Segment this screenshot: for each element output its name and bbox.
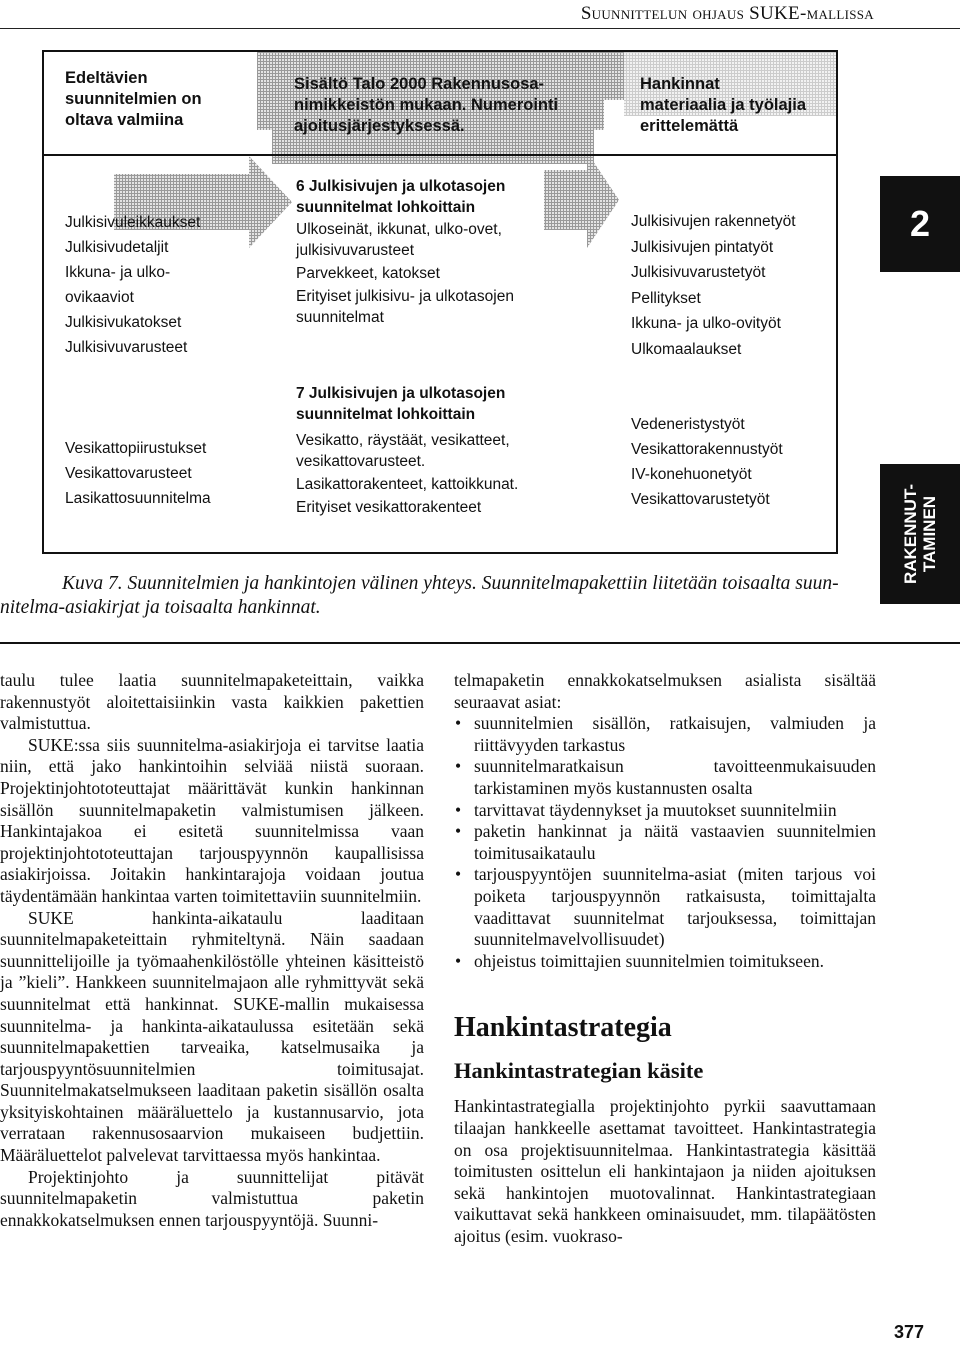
row7-right-cell: Vedeneristystyöt Vesikattorakennustyöt IV-konehuonetyöt Vesikattovarustetyöt [631,416,783,508]
paragraph: SUKE:ssa siis suunnitelma-asiakirjoja ei tarvitse laatia niin, että jako hankintoihin selviää niistä suoraan. Projektinjohtototeuttajat määrittävät kunkin hankinnan sisällön suunnitelmapaketin valmistumisen jälkeen. Hankintajakoa ei esitetä suunnitelmissa vaan projektinjohtototeuttajan tarjouspyynnön kaupallisissa asiakirjoissa. Joitakin hankintarajoja voidaan joutua täydentämään hankintaa varten toimitettaviin suunnitelmiin. [0,734,424,906]
section-heading: Hankintastrategia [454,1012,672,1044]
figure-caption: Kuva 7. Suunnitelmien ja hankintojen välinen yhteys. Suunnitelmapakettiin liitetään toisaalta suun- nitelma-asiakirjat ja toisaalta hankinnat. [0,573,839,618]
figure-divider-top [44,154,836,156]
paragraph: SUKE hankinta-aikataulu laaditaan suunnitelmapaketeittain ryhmiteltynä. Näin saadaan suunnittelijoille ja työmaahenkilöstölle yhteinen käsitteistö ja ”kieli”. Hankkeen suunnitelmajaon alle ryhmittyvät sekä suunnitelmat että hankinnat. SUKE-mallin mukaisessa suunnitelma- ja hankinta-aikataulussa esitetään sekä suunnitelmapakettien tarveaika, katselmusaika ja tarjouspyyntösuunnitelmien toimitusajat. Suunnitelmakatselmukseen laaditaan paketin sisällön osalta yksityiskohtainen määräluettelo ja kustannusarvio, jota verrataan rakennusosaarvion mukaiseen budjettiin. Määräluettelot palvelevat tarvittaessa myös hankintaa. [0,907,424,1166]
body-column-right [454,670,876,1247]
chapter-label-tab [880,464,960,604]
list-item: • tarjouspyyntöjen suunnitelma-asiat (miten tarjous voi poiketa tarjouspyynnön ratkaisusta, toimittajalta vaadittavat suunnitelmat tarjouksessa, toimittajan suunnitelmavelvollisuudet) [474,864,876,950]
figure-divider-bottom [44,362,836,363]
list-item: • suunnitelmien sisällön, ratkaisujen, valmiuden ja riittävyyden tarkastus [474,713,876,756]
header-left-cell: Edeltävien suunnitelmien on oltava valmiina [65,69,202,129]
header-right-cell: Hankinnat materiaalia ja työlajia erittelemättä [640,75,807,135]
row6-middle-cell: 6 Julkisivujen ja ulkotasojen suunnitelmat lohkoittain Ulkoseinät, ikkunat, ulko-ovet, julkisivuvarusteet Parvekkeet, katokset Erityiset julkisivu- ja ulkotasojen suunnitelmat [296,176,596,329]
row6-left-cell: Julkisivuleikkaukset Julkisivudetaljit Ikkuna- ja ulko- ovikaaviot Julkisivukatokset Julkisivuvarusteet [65,214,201,356]
running-header [0,0,960,29]
row6-title: 6 Julkisivujen ja ulkotasojen [296,178,506,195]
row7-title: 7 Julkisivujen ja ulkotasojen [296,385,506,402]
paragraph: Hankintastrategialla projektinjohto pyrkii saavuttamaan tilaajan hankkeelle asettamat tavoitteet. Hankintastrategia on osa projektisuunnitelmaa. Hankintastrategia käsittää toimitusten osittelun eli hankintajaon ja niiden ajoituksen sekä hankintojen muotovalinnat. Hankintastrategiaan vaikuttavat sekä hankkeen ominaisuudet, mm. tilapäätösten ajoitus (esim. vuokraso- [454,1096,876,1246]
row6-right-cell: Julkisivujen rakennetyöt Julkisivujen pintatyöt Julkisivuvarustetyöt Pellitykset Ikkuna- ja ulko-ovityöt Ulkomaalaukset [631,213,796,358]
subsection-heading: Hankintastrategian käsite [454,1058,704,1084]
list-item: • tarvittavat täydennykset ja muutokset suunnitelmiin [474,800,876,822]
page-number: 377 [894,1322,925,1342]
list-item: • suunnitelmaratkaisun tavoitteenmukaisuuden tarkistaminen myös kustannusten osalta [474,756,876,799]
paragraph: taulu tulee laatia suunnitelmapaketeittain, vaikka rakennustyöt aloitettaisiinkin vasta kaikkien pakettien valmistuttua. [0,670,424,734]
paragraph: Projektinjohto ja suunnittelijat pitävät suunnitelmapaketin valmistuttua paketin ennakkokatselmuksen ennen tarjouspyyntöjä. Suunni- [0,1166,424,1230]
body-column-left [0,670,424,1231]
row7-left-cell: Vesikattopiirustukset Vesikattovarusteet Lasikattosuunnitelma [65,440,211,507]
running-header-title: Suunnittelun ohjaus SUKE-mallissa [580,3,874,24]
chapter-number-tab: 2 [880,176,960,272]
list-item: • paketin hankinnat ja näitä vastaavien suunnitelmien toimitusaikataulu [474,821,876,864]
agenda-list [454,713,876,972]
figure-plan-procurement [42,50,838,554]
list-item: • ohjeistus toimittajien suunnitelmien toimitukseen. [474,951,876,973]
section-divider [0,642,960,644]
paragraph: telmapaketin ennakkokatselmuksen asialista sisältää seuraavat asiat: [454,670,876,712]
row7-middle-cell: 7 Julkisivujen ja ulkotasojen suunnitelmat lohkoittain Vesikatto, räystäät, vesikatteet, vesikattovarusteet. Lasikattorakenteet, kattoikkunat. Erityiset vesikattorakenteet [296,383,596,519]
chapter-label-text: RAKENNUT- TAMINEN [901,483,939,585]
header-middle-cell: Sisältö Talo 2000 Rakennusosa- nimikkeistön mukaan. Numerointi ajoitusjärjestyksessä. [294,75,559,135]
